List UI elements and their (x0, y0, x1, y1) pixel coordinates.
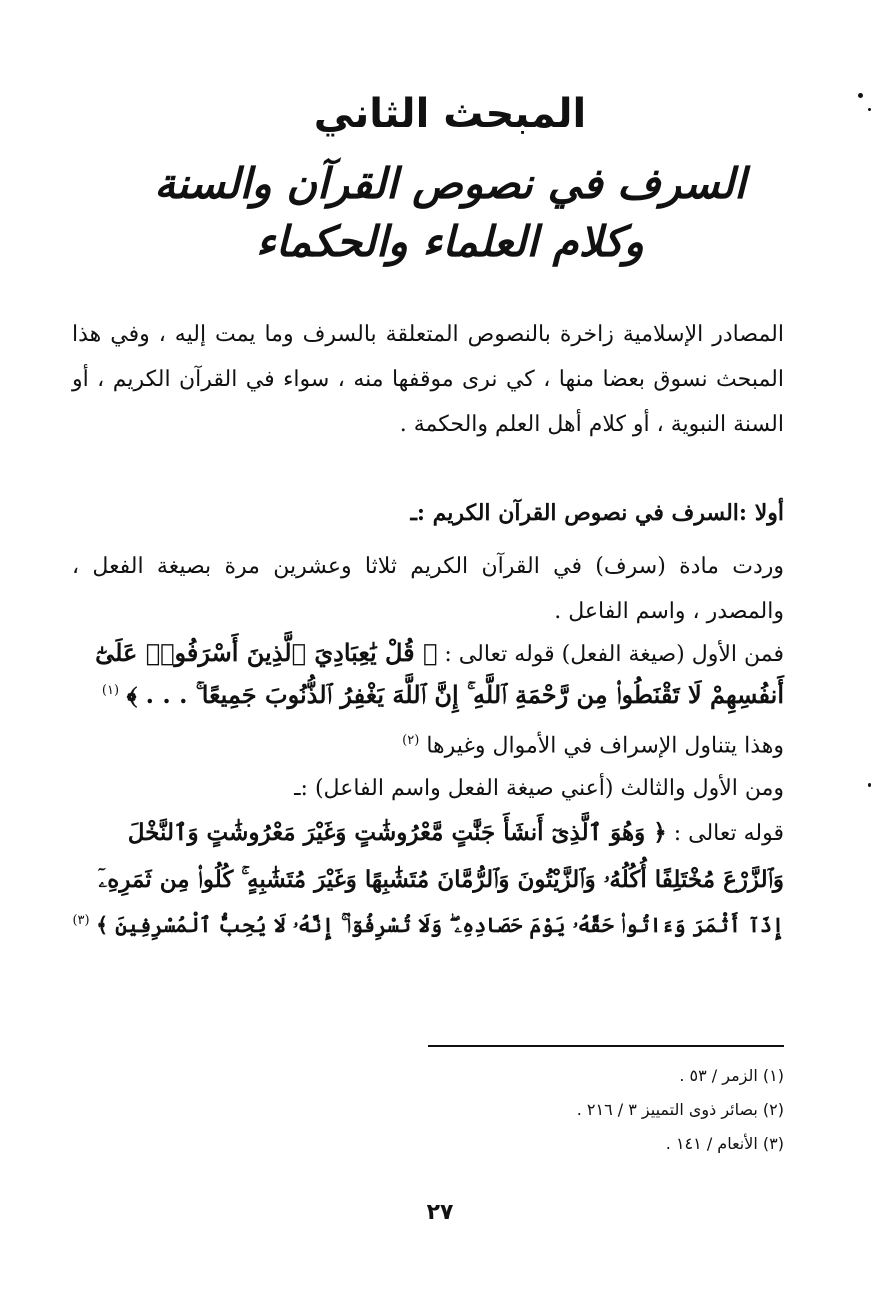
footnote-ref-3: (٣) (72, 913, 90, 929)
verse-2-text-1: ﴿ وَهُوَ ٱلَّذِىٓ أَنشَأَ جَنَّٰتٍ مَّعْرُوشَٰتٍ وَغَيْرَ مَعْرُوشَٰتٍ وَٱلنَّخْلَ (127, 819, 667, 846)
footnote-ref-2: (٢) (402, 733, 420, 748)
footnote-1: (١) الزمر / ٥٣ . (679, 1066, 784, 1085)
verse-2-line-3 (72, 913, 784, 938)
title-line-2: وكلام العلماء والحكماء (256, 217, 644, 266)
first-third-line: ومن الأول والثالث (أعني صيغة الفعل واسم الفاعل) :ـ (294, 776, 784, 801)
verse-2-text-3: إِذَآ أَثْمَرَ وَءَاتُوا۟ حَقَّهُۥ يَوْمَ حَصَادِهِۦ ۖ وَلَا تُسْرِفُوٓا۟ ۚ إِنَّهُۥ لَا يُحِبُّ ٱلْمُسْرِفِينَ ﴾ (96, 913, 784, 937)
footnote-ref-1: (١) (101, 683, 120, 698)
section-heading: المبحث الثاني (313, 91, 587, 137)
verse-1-intro: فمن الأول (صيغة الفعل) قوله تعالى : (444, 642, 784, 667)
paragraph-occurrences: وردت مادة (سرف) في القرآن الكريم ثلاثا وعشرين مرة بصيغة الفعل ، والمصدر ، واسم الفاعل . (72, 554, 784, 624)
scan-speck (868, 108, 871, 111)
footnote-3: (٣) الأنعام / ١٤١ . (665, 1134, 784, 1153)
verse-1-line-2 (72, 680, 784, 709)
intro-paragraph: المصادر الإسلامية زاخرة بالنصوص المتعلقة بالسرف وما يمت إليه ، وفي هذا المبحث نسوق بعضا منها ، كي نرى موقفها منه ، سواء في القرآن الكريم ، أو السنة النبوية ، أو كلام أهل العلم والحكمة . (72, 322, 784, 437)
verse-2-line-2: وَٱلزَّرْعَ مُخْتَلِفًا أُكُلُهُۥ وَٱلزَّيْتُونَ وَٱلرُّمَّانَ مُتَشَٰبِهًا وَغَيْرَ مُتَشَٰبِهٍ ۚ كُلُوا۟ مِن ثَمَرِهِۦٓ (98, 866, 784, 893)
verse-2-intro: قوله تعالى : (673, 821, 784, 846)
israf-text: وهذا يتناول الإسراف في الأموال وغيرها (426, 733, 784, 759)
verse-1-part-2: أَنفُسِهِمْ لَا تَقْنَطُوا۟ مِن رَّحْمَةِ ٱللَّهِ ۚ إِنَّ ٱللَّهَ يَغْفِرُ ٱلذُّنُوبَ جَمِيعًا ۚ . . . ﴾ (126, 680, 784, 709)
verse-2-line-1 (72, 819, 784, 846)
scan-speck (868, 783, 871, 787)
title-line-1: السرف في نصوص القرآن والسنة (154, 159, 746, 208)
verse-1-part-1: ﴿ قُلْ يَٰعِبَادِيَ ٱلَّذِينَ أَسْرَفُوا۟ عَلَىٰٓ (95, 638, 438, 667)
page-number: ٢٧ (426, 1200, 454, 1225)
verse-1-line-1 (72, 638, 784, 667)
scan-speck (858, 93, 863, 98)
footnote-divider (428, 1045, 784, 1047)
subheading: أولا :السرف في نصوص القرآن الكريم :ـ (410, 500, 784, 526)
israf-line (72, 733, 784, 758)
footnote-2: (٢) بصائر ذوى التمييز ٣ / ٢١٦ . (576, 1100, 784, 1119)
